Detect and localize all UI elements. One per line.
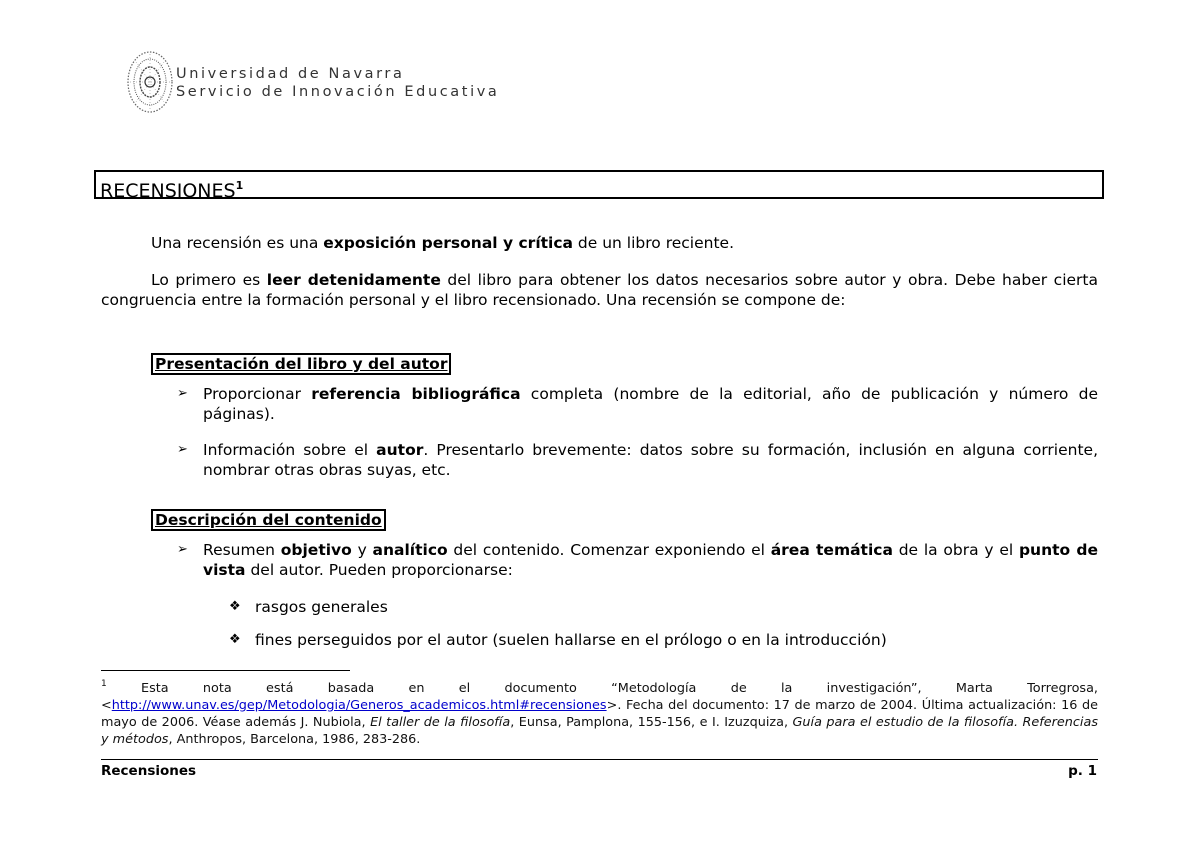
footnote-mark: 1: [101, 679, 107, 689]
bold-run: leer detenidamente: [266, 271, 441, 289]
section-heading-content: Descripción del contenido: [151, 509, 386, 531]
text-run: Esta nota está basada en el documento “Metodología de la investigación”, Marta Torregrosa, <: [101, 681, 1098, 713]
footnote-link[interactable]: http://www.unav.es/gep/Metodologia/Generos_academicos.html#recensiones: [111, 698, 607, 713]
text-run: , Eunsa, Pamplona, 155-156, e I. Izuzquiza,: [510, 715, 793, 730]
institution-header: [176, 65, 499, 101]
text-run: Información sobre el: [203, 441, 377, 459]
arrowhead-bullet-icon: ➢: [177, 442, 188, 457]
university-name: Universidad de Navarra: [176, 66, 405, 82]
page-number: p. 1: [1068, 763, 1097, 779]
text-run: Lo primero es: [151, 271, 267, 289]
bold-run: analítico: [372, 541, 448, 559]
diamond-bullet-icon: ❖: [229, 599, 241, 614]
text-run: de la obra y el: [892, 541, 1019, 559]
bold-run: referencia bibliográfica: [311, 385, 521, 403]
footnote: [101, 676, 1098, 748]
bullet-item: [177, 440, 1098, 480]
bullet-item: [177, 540, 1099, 580]
italic-run: Guía para el estudio de la filosofía. Referencias y métodos: [101, 715, 1098, 747]
text-run: >. Fecha del documento: 17 de marzo de 2004. Última actualización: 16 de mayo de 2006. Véase además J. Nubiola,: [101, 698, 1098, 730]
text-run: del libro para obtener los datos necesarios sobre autor y obra. Debe haber cierta congruencia entre la formación personal y el libro recensionado. Una recensión se compone de:: [101, 271, 1098, 309]
sub-bullet-item: [229, 630, 1098, 650]
arrowhead-bullet-icon: ➢: [177, 386, 188, 401]
title-footnote-ref[interactable]: 1: [235, 179, 244, 192]
bold-run: punto de vista: [203, 541, 1099, 579]
page-title-text: RECENSIONES: [100, 180, 236, 202]
arrowhead-bullet-icon: ➢: [177, 542, 188, 557]
text-run: completa (nombre de la editorial, año de publicación y número de páginas).: [203, 385, 1098, 423]
italic-run: El taller de la filosofía: [370, 715, 511, 730]
bold-run: objetivo: [280, 541, 352, 559]
text-run: fines perseguidos por el autor (suelen hallarse en el prólogo o en la introducción): [255, 631, 887, 649]
page-title: [94, 170, 1104, 202]
intro-paragraph-1: [101, 233, 1098, 253]
text-run: del autor. Pueden proporcionarse:: [245, 561, 513, 579]
footer-title: Recensiones: [101, 763, 197, 779]
text-run: del contenido. Comenzar exponiendo el: [447, 541, 771, 559]
service-name: Servicio de Innovación Educativa: [176, 84, 500, 100]
footer-rule: [101, 759, 1098, 760]
text-run: Resumen: [203, 541, 281, 559]
section-heading-presentation: Presentación del libro y del autor: [151, 353, 451, 375]
text-run: , Anthropos, Barcelona, 1986, 283-286.: [168, 732, 421, 747]
text-run: Proporcionar: [203, 385, 312, 403]
bold-run: exposición personal y crítica: [323, 234, 573, 252]
text-run: Una recensión es una: [151, 234, 324, 252]
text-run: y: [351, 541, 373, 559]
bullet-item: [177, 384, 1098, 424]
university-seal-icon: [126, 50, 174, 114]
intro-paragraph-2: [101, 270, 1098, 310]
diamond-bullet-icon: ❖: [229, 632, 241, 647]
text-run: de un libro reciente.: [573, 234, 734, 252]
bold-run: autor: [376, 441, 424, 459]
bold-run: área temática: [770, 541, 893, 559]
sub-bullet-item: [229, 597, 1098, 617]
text-run: rasgos generales: [255, 598, 388, 616]
text-run: . Presentarlo brevemente: datos sobre su formación, inclusión en alguna corriente, nombrar otras obras suyas, etc.: [203, 441, 1098, 479]
footnote-separator: [101, 670, 350, 671]
